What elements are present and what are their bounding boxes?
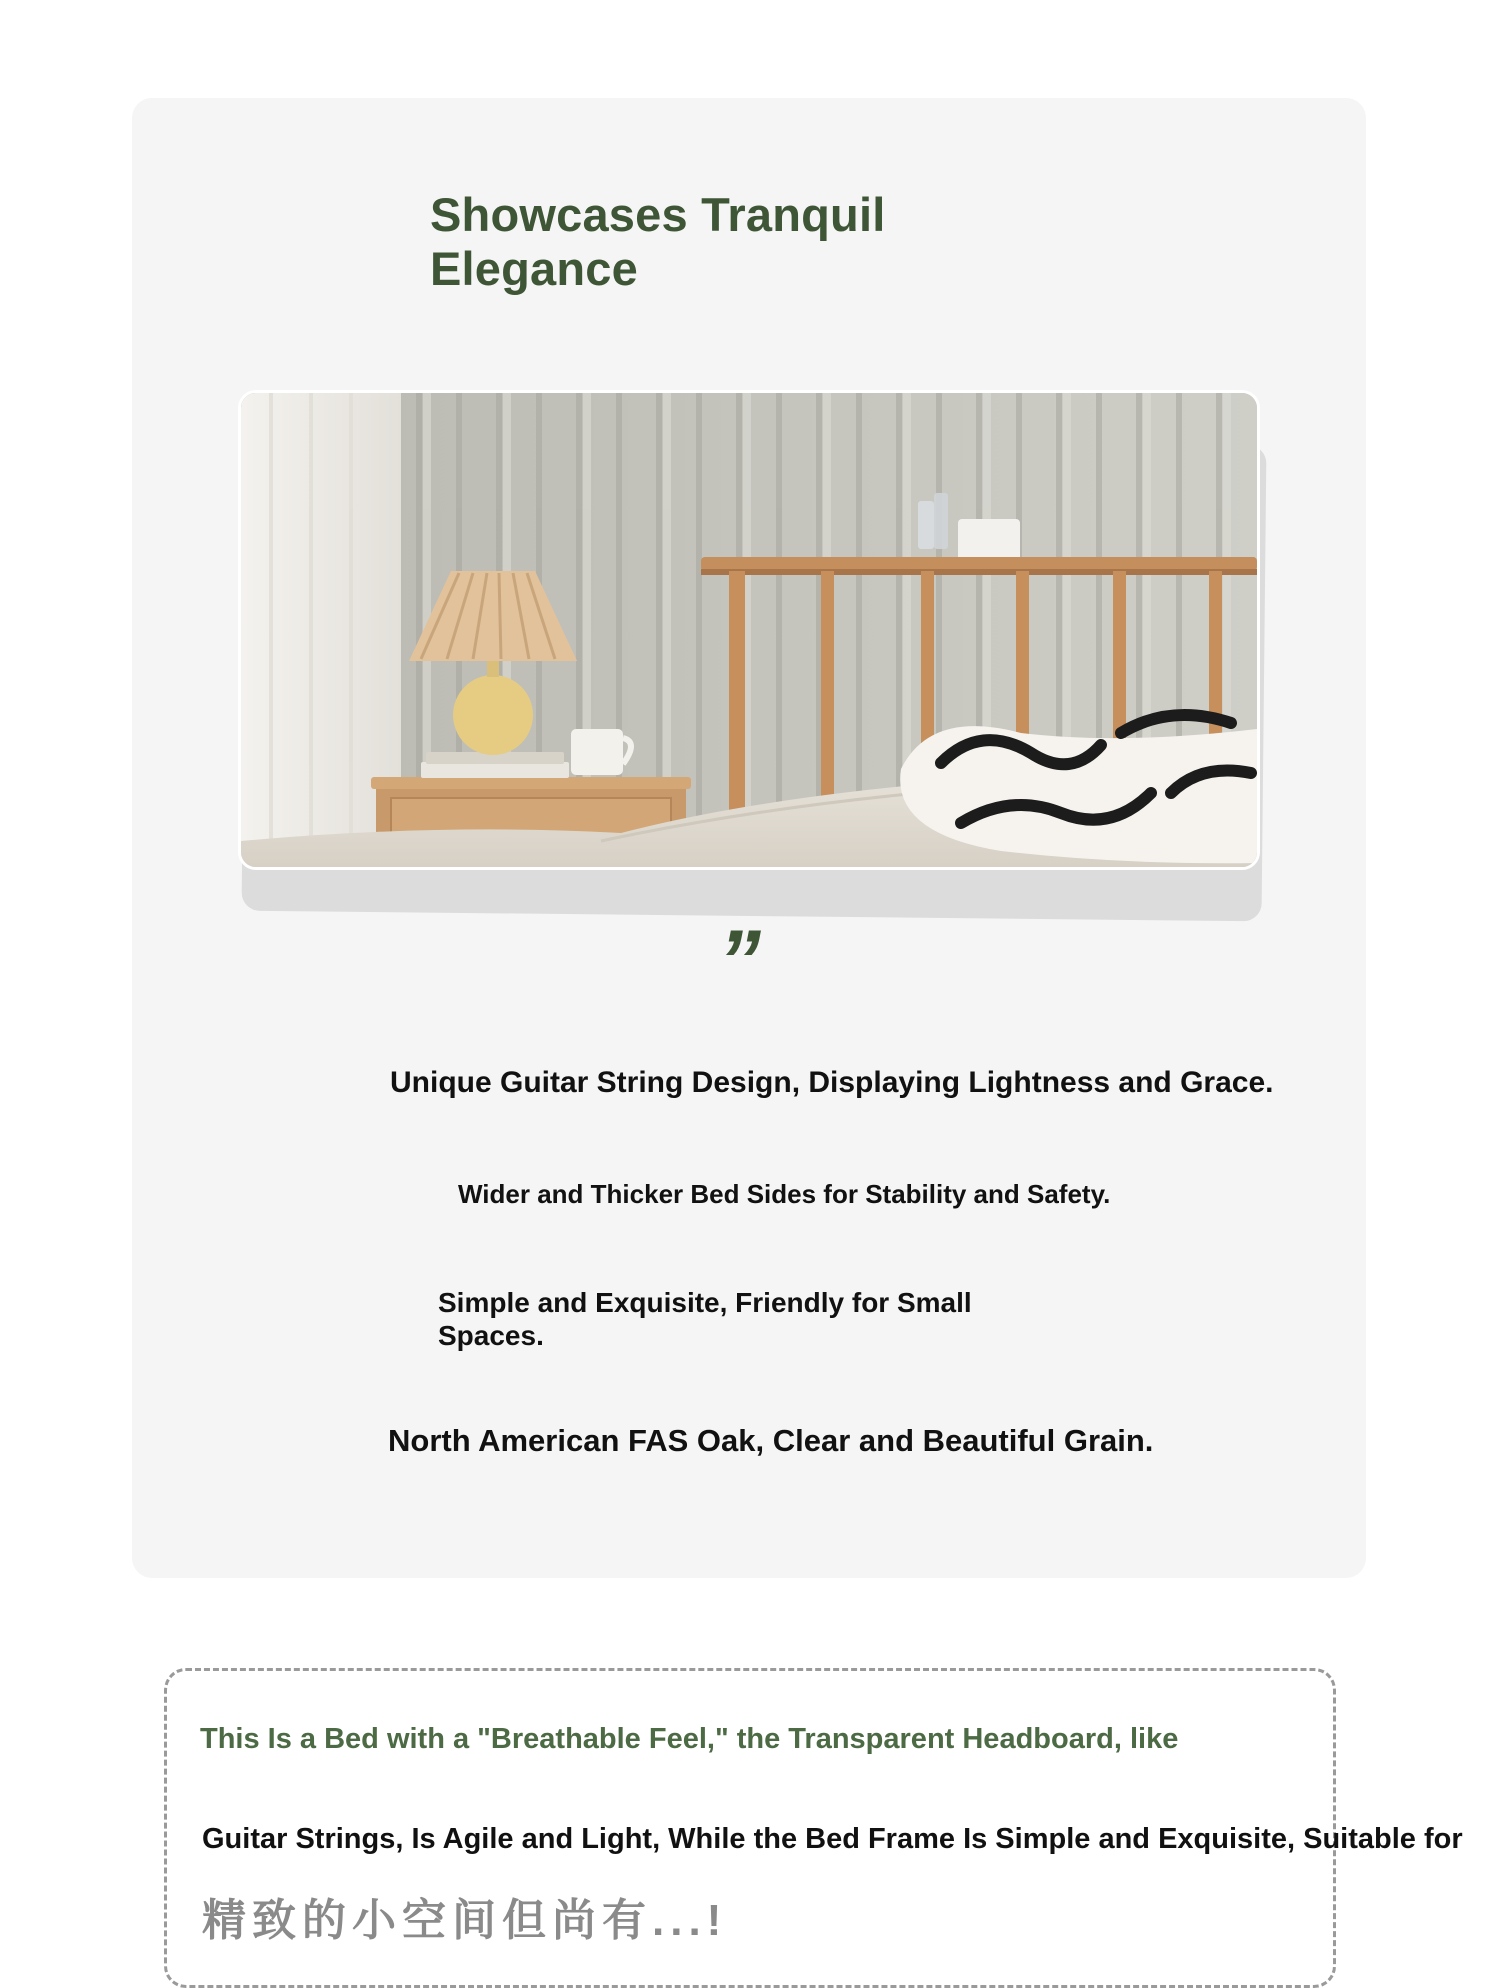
- feature-item-4: North American FAS Oak, Clear and Beautiful Grain.: [388, 1423, 1154, 1458]
- title-line-2: Elegance: [430, 242, 638, 295]
- quote-mark-icon: ”: [718, 913, 765, 1009]
- description-line-1: This Is a Bed with a "Breathable Feel," the Transparent Headboard, like: [200, 1723, 1179, 1755]
- bedroom-photo: [238, 390, 1260, 870]
- feature-item-2: Wider and Thicker Bed Sides for Stability and Safety.: [458, 1179, 1111, 1209]
- feature-item-3: Simple and Exquisite, Friendly for Small Spaces.: [438, 1287, 972, 1351]
- feature-item-1: Unique Guitar String Design, Displaying Lightness and Grace.: [390, 1066, 1274, 1099]
- title-line-1: Showcases Tranquil: [430, 188, 886, 241]
- description-line-2: Guitar Strings, Is Agile and Light, While the Bed Frame Is Simple and Exquisite, Suitable for: [202, 1823, 1463, 1855]
- description-line-3: 精致的小空间但尚有...!: [202, 1896, 728, 1945]
- bedroom-photo-icon: [241, 393, 1257, 867]
- page-title: [430, 188, 885, 296]
